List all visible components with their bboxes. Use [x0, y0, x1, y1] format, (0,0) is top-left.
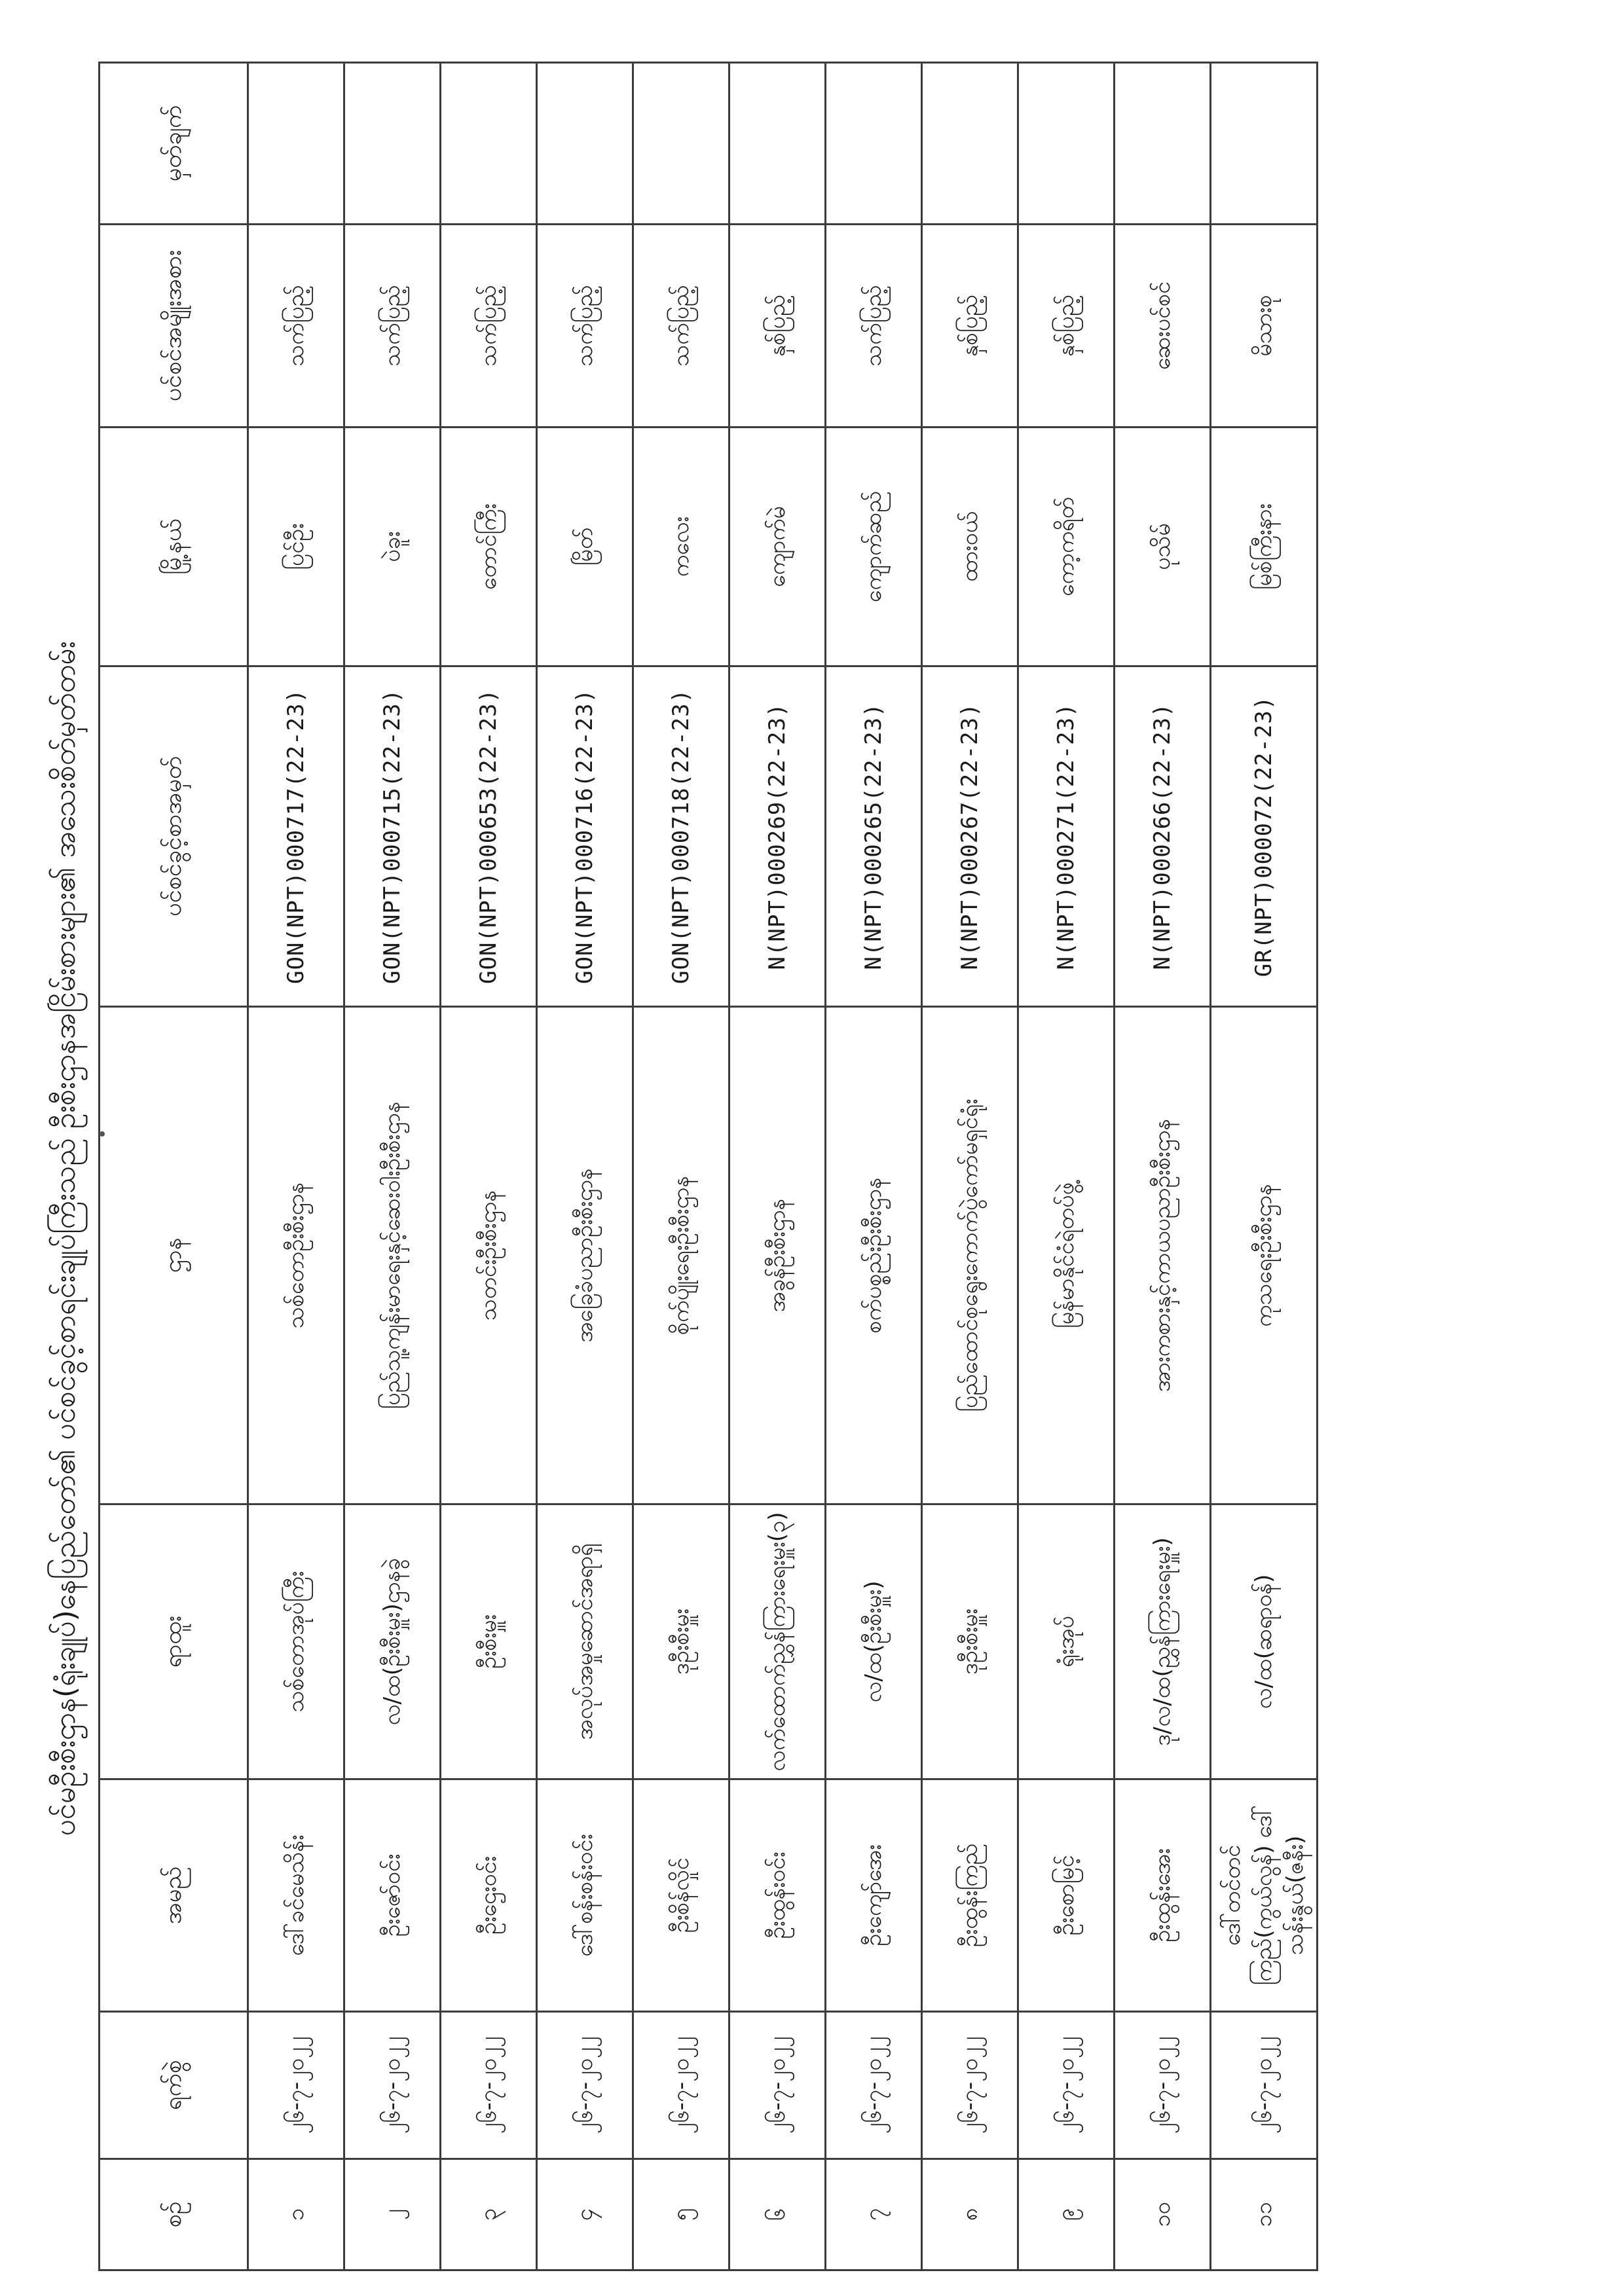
pension-register-table [98, 62, 1318, 2271]
cell-name: ဦးဌေးဝင်း [441, 1779, 537, 2012]
header-name: အမည် [100, 1779, 248, 2012]
cell-township: ကော့ကရိတ် [1018, 428, 1115, 666]
cell-pension-type: သက်ပြည့် [344, 225, 441, 428]
cell-township: ကလေး [633, 428, 729, 666]
cell-department: မြန်မာနိုင်ငံရဲတပ်ဖွဲ့ [1018, 1007, 1115, 1504]
cell-rank: သစ်တောအုပ်ကြီး [248, 1504, 344, 1779]
cell-pension-type: နှစ်ပြည့် [729, 225, 826, 428]
table-row [1115, 63, 1211, 2270]
cell-pension-type: သက်ပြည့် [441, 225, 537, 428]
cell-date: ၂၆-၇-၂၀၂၂ [1115, 2012, 1211, 2159]
header-no: စဉ် [100, 2159, 248, 2270]
cell-remark [1018, 63, 1115, 225]
cell-pension-no: GON(NPT)000653(22-23) [441, 666, 537, 1007]
cell-department: ပြည်သူ့ကျန်းမာရေးနှင့်ဆေးဝါးဦးစီးဌာန [344, 1007, 441, 1504]
table-row [633, 63, 729, 2270]
cell-name: ဦးထွန်းကြည် [922, 1779, 1018, 2012]
cell-no: ၆ [729, 2159, 826, 2270]
cell-pension-no: GON(NPT)000715(22-23) [344, 666, 441, 1007]
cell-remark [826, 63, 922, 225]
cell-no: ၇ [826, 2159, 922, 2270]
cell-department: စိုက်ပျိုးရေးဦးစီးဌာန [633, 1007, 729, 1504]
table-row [248, 63, 344, 2270]
cell-pension-type: မိသားစု [1211, 225, 1318, 428]
table-row [537, 63, 633, 2270]
cell-remark [1211, 63, 1318, 225]
cell-township: မြစ်ကြီးနား [1211, 428, 1318, 666]
cell-township: ပုသိမ် [1115, 428, 1211, 666]
cell-rank: လက်ထောက်ညွှန်ကြားရေးမှူး(၃) [729, 1504, 826, 1779]
table-row [344, 63, 441, 2270]
cell-rank: ရုံးအုပ် [1018, 1504, 1115, 1779]
cell-pension-no: N(NPT)000265(22-23) [826, 666, 922, 1007]
cell-name: ဦးကျော်အေး [826, 1779, 922, 2012]
cell-pension-type: သက်ပြည့် [248, 225, 344, 428]
cell-date: ၂၆-၇-၂၀၂၂ [537, 2012, 633, 2159]
cell-no: ၁၁ [1211, 2159, 1318, 2270]
cell-township: ကျောက်ဆည် [826, 428, 922, 666]
cell-remark [1115, 63, 1211, 225]
cell-township: ကျောက်မဲ [729, 428, 826, 666]
cell-pension-no: GR(NPT)000072(22-23) [1211, 666, 1318, 1007]
cell-name: ဒေါ်ခင်မေသိန်း [248, 1779, 344, 2012]
table-row [441, 63, 537, 2270]
cell-date: ၂၆-၇-၂၀၂၂ [344, 2012, 441, 2159]
header-row [100, 63, 248, 2270]
cell-pension-type: သက်ပြည့် [633, 225, 729, 428]
cell-department: အားကစားနှင့်ကာယပညာဦးစီးဌာန [1115, 1007, 1211, 1504]
cell-township: တောင်ကြီး [441, 428, 537, 666]
cell-no: ၃ [441, 2159, 537, 2270]
cell-remark [922, 63, 1018, 225]
cell-remark [537, 63, 633, 225]
cell-rank: လ/ထ(ဦးစီးမှူး)ဌာနခွဲ [344, 1504, 441, 1779]
header-pension-no: ပင်စင်ခွင့်စာအမှတ် [100, 666, 248, 1007]
cell-township: ထားဝယ် [922, 428, 1018, 666]
cell-no: ၂ [344, 2159, 441, 2270]
cell-township: မြိတ် [537, 428, 633, 666]
cell-no: ၉ [1018, 2159, 1115, 2270]
cell-department: သစ်တောဦးစီးဌာန [248, 1007, 344, 1504]
cell-name: ဒေါ်စန်းစန်းဝင်း [537, 1779, 633, 2012]
cell-no: ၅ [633, 2159, 729, 2270]
cell-name: ဒေါ်တင်တင်ကြည်(ကွယ်လွန်) ဒေါ်သန်းနွယ်(ဇနီး) [1211, 1779, 1318, 2012]
cell-date: ၂၆-၇-၂၀၂၂ [1211, 2012, 1318, 2159]
cell-date: ၂၆-၇-၂၀၂၂ [1018, 2012, 1115, 2159]
cell-pension-type: သက်ပြည့် [537, 225, 633, 428]
cell-name: ဦးဇော်ဝင်း [344, 1779, 441, 2012]
cell-department: စက်ပစ္စည်းဦးစီးဌာန [826, 1007, 922, 1504]
cell-rank: လ/ထ(ဆရာဝန်) [1211, 1504, 1318, 1779]
cell-no: ၁ [248, 2159, 344, 2270]
header-date: ရက်စွဲ [100, 2012, 248, 2159]
header-department: ဌာန [100, 1007, 248, 1504]
table-row [826, 63, 922, 2270]
cell-name: ဦးစောမြင့် [1018, 1779, 1115, 2012]
cell-remark [729, 63, 826, 225]
cell-date: ၂၆-၇-၂၀၂၂ [729, 2012, 826, 2159]
cell-department: ကုသရေးဦးစီးဌာန [1211, 1007, 1318, 1504]
cell-date: ၂၆-၇-၂၀၂၂ [441, 2012, 537, 2159]
table-row [1018, 63, 1115, 2270]
header-pension-type: ပင်စင်အမျိုးအစား [100, 225, 248, 428]
cell-name: ဦးထွန်းဝင်း [729, 1779, 826, 2012]
header-rank: ရာထူး [100, 1504, 248, 1779]
cell-date: ၂၆-၇-၂၀၂၂ [922, 2012, 1018, 2159]
cell-no: ၈ [922, 2159, 1018, 2270]
cell-name: ဦးထွန်းအေး [1115, 1779, 1211, 2012]
cell-pension-type: နှစ်ပြည့် [1018, 225, 1115, 428]
cell-pension-no: N(NPT)000269(22-23) [729, 666, 826, 1007]
cell-date: ၂၆-၇-၂၀၂၂ [826, 2012, 922, 2159]
cell-remark [633, 63, 729, 225]
document-title: ပင်မဦးစီးဌာန(ရုံးချုပ်)နေပြည်တော်၏ ပင်စင်ခွင့်စာရင်းချုပ်ကြီးသည် ဦးစီးဌာနအငြိမ်းစားများ၏ အသေးစိတ်မှတ်တမ်း [48, 641, 82, 1836]
cell-pension-no: GON(NPT)000717(22-23) [248, 666, 344, 1007]
cell-remark [344, 63, 441, 225]
cell-department: အခွန်ဦးစီးဌာန [729, 1007, 826, 1504]
cell-township: ပဲခူး [344, 428, 441, 666]
cell-remark [248, 63, 344, 225]
cell-rank: အလုပ်အမှုဆောင်အရာရှိ [537, 1504, 633, 1779]
table-row [922, 63, 1018, 2270]
cell-department: အခြေခံပညာဦးစီးဌာန [537, 1007, 633, 1504]
cell-pension-type: ဆေးပင်စင် [1115, 225, 1211, 428]
scan-speck [100, 1131, 105, 1137]
table-row [729, 63, 826, 2270]
cell-name: ဦးစိန်လှိုင် [633, 1779, 729, 2012]
cell-rank: ဒုဦးစီးမှူး [922, 1504, 1018, 1779]
header-remark: မှတ်ချက် [100, 63, 248, 225]
cell-pension-type: သက်ပြည့် [826, 225, 922, 428]
cell-pension-no: GON(NPT)000716(22-23) [537, 666, 633, 1007]
cell-remark [441, 63, 537, 225]
cell-rank: ဒုဦးစီးမှူး [633, 1504, 729, 1779]
cell-rank: လ/ထ(ဦးစီးမှူး) [826, 1504, 922, 1779]
cell-pension-no: GON(NPT)000718(22-23) [633, 666, 729, 1007]
cell-pension-type: နှစ်ပြည့် [922, 225, 1018, 428]
cell-rank: ဦးစီးမှူး [441, 1504, 537, 1779]
cell-township: ပြင်ဦး [248, 428, 344, 666]
cell-rank: ဒု/လ/ထ(ညွှန်ကြားရေးမှူး) [1115, 1504, 1211, 1779]
table-row [1211, 63, 1318, 2270]
cell-department: ပြည်ထောင်စုရွေးကောက်ပွဲကော်မရှင်ရုံး [922, 1007, 1018, 1504]
cell-pension-no: N(NPT)000271(22-23) [1018, 666, 1115, 1007]
header-township: မြို့နယ် [100, 428, 248, 666]
cell-department: သတင်းဦးစီးဌာန [441, 1007, 537, 1504]
cell-date: ၂၆-၇-၂၀၂၂ [248, 2012, 344, 2159]
cell-no: ၁၀ [1115, 2159, 1211, 2270]
cell-pension-no: N(NPT)000267(22-23) [922, 666, 1018, 1007]
cell-date: ၂၆-၇-၂၀၂၂ [633, 2012, 729, 2159]
cell-no: ၄ [537, 2159, 633, 2270]
cell-pension-no: N(NPT)000266(22-23) [1115, 666, 1211, 1007]
